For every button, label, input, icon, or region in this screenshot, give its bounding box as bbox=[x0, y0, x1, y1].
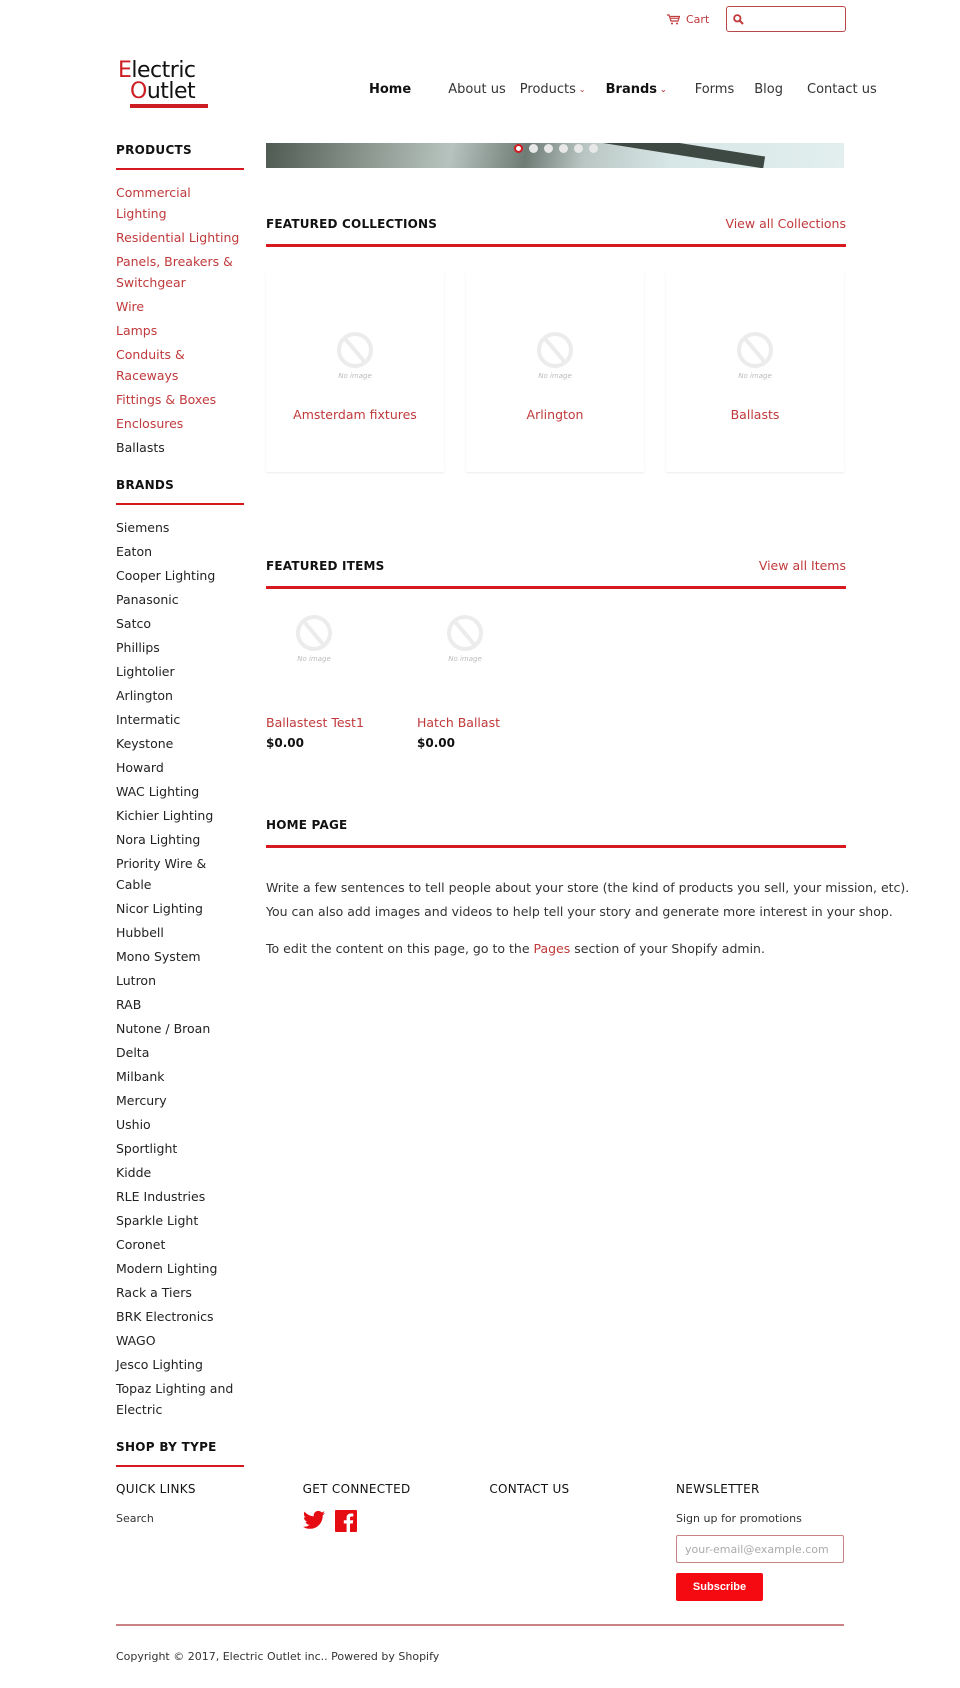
no-image-label: No image bbox=[448, 655, 482, 663]
slideshow-dots bbox=[514, 144, 604, 153]
featured-collections-header bbox=[266, 216, 846, 247]
no-image-icon bbox=[296, 615, 332, 651]
no-image-placeholder bbox=[537, 332, 573, 380]
slideshow-banner[interactable] bbox=[266, 143, 844, 168]
product-grid bbox=[266, 603, 568, 750]
sidebar-item-residential-lighting[interactable]: Residential Lighting bbox=[116, 230, 240, 245]
text: section of your Shopify admin. bbox=[570, 941, 765, 956]
products-list bbox=[116, 182, 244, 458]
no-image-placeholder bbox=[296, 615, 332, 663]
collection-card[interactable] bbox=[266, 272, 444, 472]
brand-item[interactable]: Topaz Lighting and Electric bbox=[116, 1381, 234, 1417]
logo-e: E bbox=[118, 58, 132, 83]
home-page-header bbox=[266, 818, 846, 848]
nav-contact-label: Contact us bbox=[807, 81, 877, 97]
brand-item[interactable]: Panasonic bbox=[116, 592, 179, 607]
brand-item[interactable]: WAC Lighting bbox=[116, 784, 200, 799]
nav-blog-label: Blog bbox=[754, 81, 783, 97]
sidebar-item-commercial-lighting[interactable]: Commercial Lighting bbox=[116, 185, 191, 221]
nav-blog[interactable] bbox=[754, 80, 783, 98]
brand-item[interactable]: Ushio bbox=[116, 1117, 151, 1132]
no-image-placeholder bbox=[447, 615, 483, 663]
brand-item[interactable]: Modern Lighting bbox=[116, 1261, 218, 1276]
cart-link[interactable] bbox=[667, 13, 709, 26]
sidebar-heading-brands: BRANDS bbox=[116, 478, 175, 492]
footer bbox=[116, 1482, 844, 1601]
product-item[interactable] bbox=[266, 603, 417, 750]
search-box[interactable] bbox=[726, 6, 846, 32]
search-icon[interactable] bbox=[733, 14, 744, 25]
brand-item[interactable]: Mono System bbox=[116, 949, 201, 964]
brand-item[interactable]: Nicor Lighting bbox=[116, 901, 203, 916]
home-paragraph-1: Write a few sentences to tell people about your store (the kind of products you sell, your mission, etc). You can also add images and videos to help tell your story and generate more interest in your shop. bbox=[266, 880, 910, 919]
product-name[interactable]: Hatch Ballast bbox=[417, 715, 500, 730]
brand-item[interactable]: Intermatic bbox=[116, 712, 181, 727]
brands-list bbox=[116, 517, 244, 1420]
divider bbox=[266, 244, 846, 247]
nav-home-label: Home bbox=[369, 81, 412, 97]
footer-quick-links bbox=[116, 1482, 303, 1601]
nav-products-label: Products bbox=[519, 81, 576, 97]
brand-item[interactable]: WAGO bbox=[116, 1333, 156, 1348]
brand-item[interactable]: Kidde bbox=[116, 1165, 152, 1180]
sidebar bbox=[116, 143, 244, 1487]
cart-icon bbox=[667, 14, 680, 25]
brand-item[interactable]: Lightolier bbox=[116, 664, 175, 679]
collection-title[interactable]: Amsterdam fixtures bbox=[293, 407, 417, 422]
logo-o: O bbox=[130, 79, 147, 104]
slide-dot-1[interactable] bbox=[514, 144, 523, 153]
brand-item[interactable]: RLE Industries bbox=[116, 1189, 206, 1204]
sidebar-item-enclosures[interactable]: Enclosures bbox=[116, 416, 184, 431]
pages-link[interactable]: Pages bbox=[533, 941, 571, 956]
brand-item[interactable]: Keystone bbox=[116, 736, 174, 751]
product-price: $0.00 bbox=[417, 736, 455, 750]
sidebar-item-conduits[interactable]: Conduits & Raceways bbox=[116, 347, 185, 383]
no-image-icon bbox=[537, 332, 573, 368]
brand-item[interactable]: Phillips bbox=[116, 640, 160, 655]
logo[interactable] bbox=[118, 60, 214, 115]
divider bbox=[266, 845, 846, 848]
brand-item[interactable]: Siemens bbox=[116, 520, 170, 535]
no-image-label: No image bbox=[538, 372, 572, 380]
product-price: $0.00 bbox=[266, 736, 304, 750]
main-nav bbox=[369, 80, 877, 98]
brand-item[interactable]: Nora Lighting bbox=[116, 832, 201, 847]
brand-item[interactable]: Sportlight bbox=[116, 1141, 178, 1156]
search-input[interactable] bbox=[750, 9, 840, 29]
sidebar-item-lamps[interactable]: Lamps bbox=[116, 323, 158, 338]
brand-item[interactable]: Coronet bbox=[116, 1237, 166, 1252]
slide-dot-6[interactable] bbox=[589, 144, 598, 153]
brand-item[interactable]: Hubbell bbox=[116, 925, 164, 940]
brand-item[interactable]: Kichier Lighting bbox=[116, 808, 214, 823]
nav-forms-label: Forms bbox=[694, 81, 735, 97]
brand-item[interactable]: Arlington bbox=[116, 688, 173, 703]
brand-item[interactable]: Nutone / Broan bbox=[116, 1021, 211, 1036]
slide-dot-3[interactable] bbox=[544, 144, 553, 153]
brand-item[interactable]: Howard bbox=[116, 760, 164, 775]
brand-item[interactable]: RAB bbox=[116, 997, 142, 1012]
social-links bbox=[303, 1510, 490, 1536]
no-image-label: No image bbox=[297, 655, 331, 663]
divider bbox=[266, 586, 846, 589]
nav-forms[interactable] bbox=[695, 80, 735, 98]
chevron-down-icon: ⌄ bbox=[660, 84, 667, 94]
collection-card[interactable] bbox=[666, 272, 844, 472]
slide-dot-5[interactable] bbox=[574, 144, 583, 153]
cart-label: Cart bbox=[686, 12, 710, 26]
nav-products[interactable] bbox=[520, 80, 586, 98]
no-image-icon bbox=[447, 615, 483, 651]
divider bbox=[116, 168, 244, 170]
slide-dot-2[interactable] bbox=[529, 144, 538, 153]
section-title: FEATURED ITEMS bbox=[266, 559, 385, 573]
facebook-icon[interactable] bbox=[335, 1510, 357, 1536]
text: To edit the content on this page, go to the bbox=[266, 941, 534, 956]
product-item[interactable] bbox=[417, 603, 568, 750]
no-image-label: No image bbox=[738, 372, 772, 380]
sidebar-heading-products: PRODUCTS bbox=[116, 143, 192, 157]
twitter-icon[interactable] bbox=[303, 1510, 325, 1536]
no-image-placeholder bbox=[337, 332, 373, 380]
subscribe-button[interactable]: Subscribe bbox=[676, 1573, 763, 1601]
slide-dot-4[interactable] bbox=[559, 144, 568, 153]
footer-search-link[interactable]: Search bbox=[116, 1512, 154, 1525]
collection-title[interactable]: Arlington bbox=[526, 407, 584, 422]
divider bbox=[116, 503, 244, 505]
nav-about-us[interactable] bbox=[448, 80, 506, 98]
section-title: FEATURED COLLECTIONS bbox=[266, 217, 438, 231]
no-image-placeholder bbox=[737, 332, 773, 380]
footer-divider bbox=[116, 1624, 844, 1626]
footer-heading: GET CONNECTED bbox=[302, 1482, 411, 1496]
brand-item[interactable]: Milbank bbox=[116, 1069, 165, 1084]
footer-contact-us bbox=[489, 1482, 676, 1601]
nav-about-label: About us bbox=[448, 81, 506, 97]
brand-item[interactable]: BRK Electronics bbox=[116, 1309, 214, 1324]
main-content bbox=[266, 143, 910, 956]
logo-lectric: lectric bbox=[131, 58, 196, 83]
brand-item[interactable]: Jesco Lighting bbox=[116, 1357, 203, 1372]
nav-home[interactable] bbox=[369, 80, 411, 98]
home-paragraph-2 bbox=[266, 937, 916, 961]
view-all-items-link[interactable]: View all Items bbox=[758, 558, 846, 573]
sidebar-heading-shop-by-type: SHOP BY TYPE bbox=[116, 1440, 217, 1454]
nav-brands-label: Brands bbox=[605, 81, 658, 97]
brand-item[interactable]: Sparkle Light bbox=[116, 1213, 199, 1228]
section-title: HOME PAGE bbox=[266, 818, 348, 832]
banner-image-detail bbox=[467, 143, 765, 168]
nav-contact-us[interactable] bbox=[807, 80, 877, 98]
collection-card[interactable] bbox=[466, 272, 644, 472]
brand-item[interactable]: Rack a Tiers bbox=[116, 1285, 192, 1300]
collection-title[interactable]: Ballasts bbox=[730, 407, 780, 422]
footer-get-connected bbox=[303, 1482, 490, 1601]
footer-heading: NEWSLETTER bbox=[676, 1482, 760, 1496]
footer-heading: QUICK LINKS bbox=[116, 1482, 196, 1496]
brand-item[interactable]: Eaton bbox=[116, 544, 153, 559]
sidebar-brands bbox=[116, 478, 244, 1420]
product-name[interactable]: Ballastest Test1 bbox=[266, 715, 364, 730]
top-bar bbox=[667, 6, 846, 32]
sidebar-item-fittings[interactable]: Fittings & Boxes bbox=[116, 392, 217, 407]
no-image-label: No image bbox=[338, 372, 372, 380]
divider bbox=[116, 1465, 244, 1467]
footer-heading: CONTACT US bbox=[489, 1482, 570, 1496]
sidebar-item-panels[interactable]: Panels, Breakers & Switchgear bbox=[116, 254, 233, 290]
no-image-icon bbox=[337, 332, 373, 368]
logo-tagline-bar bbox=[130, 104, 208, 108]
chevron-down-icon: ⌄ bbox=[578, 84, 586, 94]
brand-item[interactable]: Satco bbox=[116, 616, 152, 631]
collection-cards bbox=[266, 272, 844, 472]
nav-brands[interactable] bbox=[606, 80, 667, 98]
sidebar-item-wire[interactable]: Wire bbox=[116, 299, 145, 314]
logo-line-2 bbox=[118, 79, 214, 104]
sidebar-item-ballasts[interactable]: Ballasts bbox=[116, 440, 165, 455]
sidebar-products bbox=[116, 143, 244, 458]
copyright: Copyright © 2017, Electric Outlet inc.. Powered by Shopify bbox=[116, 1650, 440, 1663]
newsletter-email-input[interactable]: your-email@example.com bbox=[676, 1535, 844, 1563]
featured-items-header bbox=[266, 558, 846, 589]
logo-utlet: utlet bbox=[146, 79, 196, 104]
brand-item[interactable]: Mercury bbox=[116, 1093, 167, 1108]
home-page-content bbox=[266, 876, 916, 974]
brand-item[interactable]: Lutron bbox=[116, 973, 157, 988]
newsletter-subtext: Sign up for promotions bbox=[676, 1512, 802, 1525]
no-image-icon bbox=[737, 332, 773, 368]
brand-item[interactable]: Cooper Lighting bbox=[116, 568, 216, 583]
footer-newsletter bbox=[676, 1482, 844, 1601]
brand-item[interactable]: Delta bbox=[116, 1045, 150, 1060]
brand-item[interactable]: Priority Wire & Cable bbox=[116, 856, 207, 892]
view-all-collections-link[interactable]: View all Collections bbox=[725, 216, 846, 231]
sidebar-shop-by-type bbox=[116, 1440, 244, 1467]
